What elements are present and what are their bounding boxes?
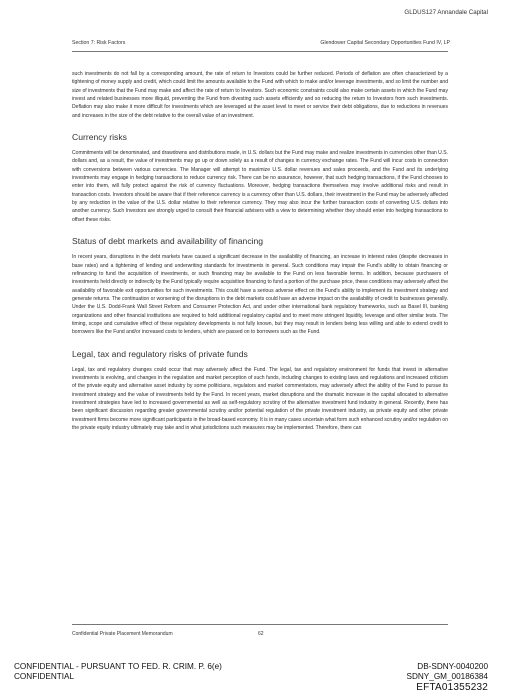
- document-id: GLDUS127 Annandale Capital: [404, 9, 488, 16]
- bates-number-sdny: SDNY_GM_00186384: [406, 672, 488, 681]
- paragraph-debt-markets: In recent years, disruptions in the debt markets have caused a significant decrease in the availability of financing, an increase in interest rates (despite decreases in base rates) and a tightening of lending and underwriting standards for investments in general. Such conditions may impair the Fund's ability to obtain financing or refinancing to fund the acquisition of investments, or such financing may be available to the Fund on less favorable terms. In addition, because purchasers of investments held directly or indirectly by the Fund typically require acquisition financing to fund a portion of the purchase price, these conditions may adversely affect the availability of favorable exit opportunities for such investments. This could have a serious adverse effect on the Fund's ability to implement its investment strategy and generate returns. The continuation or worsening of the disruptions in the debt markets could have an adverse impact on the availability of credit to businesses generally. Under the U.S. Dodd-Frank Wall Street Reform and Consumer Protection Act, and under other international bank regulatory frameworks, such as Basel III, banking organizations and other financial institutions are required to hold additional regulatory capital and to meet more stringent liquidity, leverage and other similar tests. The timing, scope and cumulative effect of these regulatory developments is not fully known, but they may result in lenders being less willing and able to extend credit to borrowers like the Fund and/or increased costs to lenders, which are passed on to borrowers such as the Fund.: [72, 254, 448, 336]
- paragraph-legal-tax-regulatory: Legal, tax and regulatory changes could occur that may adversely affect the Fund. The legal, tax and regulatory environment for funds that invest in alternative investments is evolving, and changes in the regulation and market perception of such funds, including changes to existing laws and regulations and increased criticism of the private equity and alternative asset industry by some politicians, regulators and market commentators, may adversely affect the ability of the Fund to pursue its investment strategy and the value of investments held by the Fund. In recent years, market disruptions and the dramatic increase in the capital allocated to alternative investment strategies have led to increased governmental as well as self-regulatory scrutiny of the alternative investment fund industry in general. Recently, there has been significant discussion regarding greater governmental scrutiny and/or potential regulation of the private investment industry, as private equity and other private investment firms become more significant participants in the broad-based economy. It is in many cases uncertain what form such enhanced scrutiny and/or regulation on the private equity industry ultimately may take and in what jurisdictions such measures may be implemented. Therefore, there can: [72, 366, 448, 431]
- heading-currency-risks: Currency risks: [72, 132, 127, 143]
- efta-number: EFTA01355232: [416, 682, 488, 693]
- page-content: [72, 70, 448, 432]
- intro-paragraph: such investments do not fall by a corresponding amount, the rate of return to Investors could be further reduced. Periods of deflation are often characterized by a tightening of money supply and credit, which could limit the amounts available to the Fund with which to make and/or leverage investments, and so limit the number and size of investments that the Fund may make and affect the rate of return to Investors. Such economic constraints could also make certain assets in which the Fund may invest and related businesses more illiquid, preventing the Fund from divesting such assets efficiently and so reducing the return to Investors from such investments. Deflation may also make it more difficult for investments which are leveraged at the asset level to meet or service their debt obligations, due to reductions in revenues and increases in the size of the debt relative to the overall value of an investment.: [72, 71, 448, 119]
- confidential-stamp: CONFIDENTIAL - PURSUANT TO FED. R. CRIM. P. 6(e): [14, 662, 222, 671]
- page-number: 62: [258, 631, 264, 637]
- bates-number-db: DB-SDNY-0040200: [417, 662, 488, 671]
- footer-divider: [72, 624, 448, 625]
- heading-legal-tax-regulatory: Legal, tax and regulatory risks of private funds: [72, 348, 248, 359]
- fund-name-header: Glendower Capital Secondary Opportunities Fund IV, LP: [320, 40, 450, 46]
- section-header: Section 7: Risk Factors: [72, 40, 126, 46]
- header-divider: [72, 51, 448, 52]
- footer-label: Confidential Private Placement Memorandum: [72, 631, 173, 637]
- heading-debt-markets: Status of debt markets and availability of financing: [72, 236, 264, 247]
- confidential-label: CONFIDENTIAL: [14, 672, 75, 681]
- paragraph-currency-risks: Commitments will be denominated, and drawdowns and distributions made, in U.S. dollars but the Fund may make and realize investments in currencies other than U.S. dollars and, as a result, the value of investments may go up or down solely as a result of changes in currency exchange rates. The Fund will incur costs in connection with conversions between various currencies. The Manager will attempt to maximize U.S. dollar revenues and sales proceeds, and the Fund and its underlying investments may engage in hedging transactions to reduce currency risk. There can be no assurance, however, that such hedging transactions, if the Fund chooses to enter into them, will fully protect against the risk of currency fluctuations. Moreover, hedging transactions themselves may involve additional risks and result in transaction costs. Investors should be aware that if their reference currency is a currency other than U.S. dollars, their investment in the Fund may be adversely affected by any reduction in the value of the U.S. dollar relative to their reference currency. They may also incur the further transaction costs of converting U.S. dollars into another currency. Such Investors are strongly urged to consult their financial advisers with a view to determining whether they should enter into hedging transactions to offset these risks.: [72, 150, 448, 223]
